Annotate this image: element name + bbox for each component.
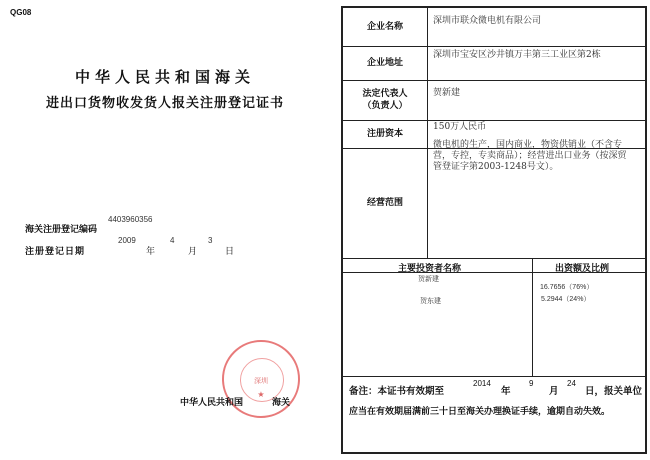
registration-date-label: 注册登记日期 — [25, 247, 86, 257]
title-certificate: 进出口货物收发货人报关注册登记证书 — [45, 96, 284, 111]
reg-year-unit: 年 — [146, 247, 156, 257]
customs-seal: 深圳 ★ — [222, 340, 300, 418]
note-month-unit: 月 — [549, 386, 559, 397]
investor-amount: 5.2944（24%） — [541, 296, 591, 303]
reg-month-unit: 月 — [188, 247, 198, 257]
note-year: 2014 — [473, 379, 491, 388]
scope-line: 管登证字第2003-1248号文）。 — [433, 162, 559, 172]
legal-rep-value: 贺新建 — [433, 88, 461, 98]
investor-amount: 16.7656（76%） — [540, 284, 594, 291]
reg-month: 4 — [170, 236, 175, 245]
note-month: 9 — [529, 379, 534, 388]
address-label: 企业地址 — [343, 46, 428, 80]
legal-rep-label-line2: （负责人） — [362, 101, 408, 111]
reg-day: 3 — [208, 236, 213, 245]
legal-rep-label — [343, 80, 428, 120]
signature-customs: 海关 — [272, 398, 291, 408]
investor-name: 贺东建 — [420, 298, 441, 305]
registration-code-label: 海关注册登记编码 — [25, 225, 98, 235]
capital-label: 注册资本 — [343, 120, 428, 148]
company-name-label: 企业名称 — [343, 8, 428, 46]
registration-code-value: 4403960356 — [108, 215, 153, 224]
signature-country: 中华人民共和国 — [180, 398, 244, 408]
note-line2: 应当在有效期届满前三十日至海关办理换证手续，逾期自动失效。 — [349, 407, 611, 417]
capital-value: 150万人民币 — [433, 122, 487, 132]
company-name-value: 深圳市联众微电机有限公司 — [433, 16, 542, 26]
note-line1 — [349, 379, 643, 397]
amount-header: 出资额及比例 — [555, 264, 610, 274]
reg-day-unit: 日 — [225, 247, 235, 257]
note-prefix: 备注：本证书有效期至 — [349, 386, 445, 397]
seal-city: 深圳 — [254, 377, 268, 385]
document-code: QG08 — [10, 8, 32, 17]
legal-rep-label-line1: 法定代表人 — [362, 89, 408, 99]
investor-header: 主要投资者名称 — [398, 264, 462, 274]
address-value: 深圳市宝安区沙井镇万丰第三工业区第2栋 — [433, 50, 601, 60]
note-year-unit: 年 — [501, 386, 511, 397]
note-day: 24 — [567, 379, 576, 388]
note-day-unit: 日，报关单位 — [585, 386, 643, 397]
scope-value — [433, 140, 627, 173]
investor-name: 贺新建 — [418, 276, 439, 283]
certificate-table — [341, 6, 647, 454]
reg-year: 2009 — [118, 236, 136, 245]
title-customs: 中华人民共和国海关 — [74, 68, 255, 86]
scope-line: 微电机的生产，国内商业，物资供销业（不含专 — [433, 140, 623, 150]
scope-line: 营，专控，专卖商品）；经营进出口业务（按深贸 — [433, 151, 627, 161]
scope-label: 经营范围 — [343, 148, 428, 258]
